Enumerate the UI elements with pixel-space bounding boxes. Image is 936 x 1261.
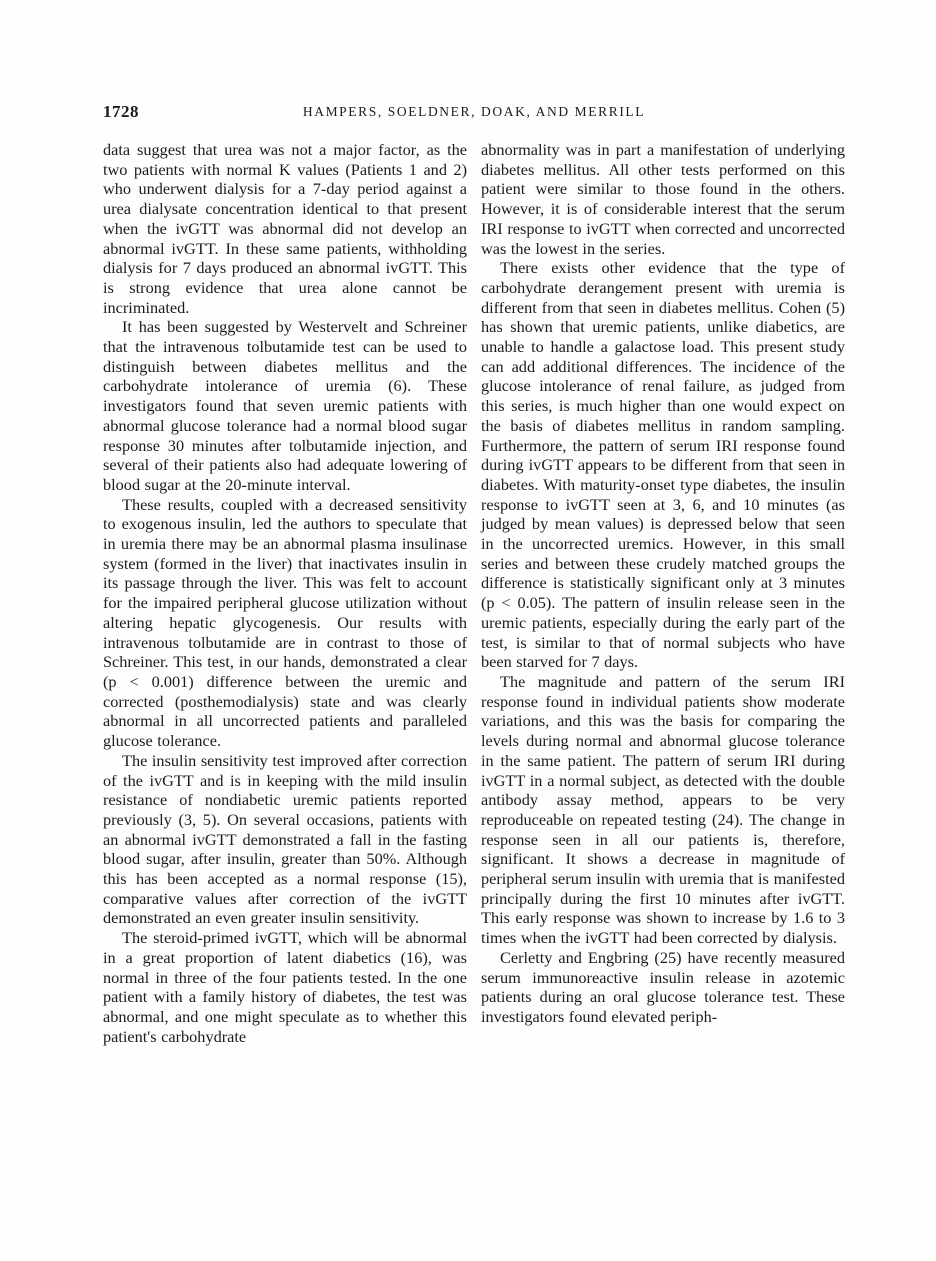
article-body bbox=[103, 140, 845, 1046]
paragraph: data suggest that urea was not a major factor, as the two patients with normal K values (Patients 1 and 2) who underwent dialysis for a 7-day period against a urea dialysate concentration identical to that present when the ivGTT was abnormal did not develop an abnormal ivGTT. In these same patients, withholding dialysis for 7 days produced an abnormal ivGTT. This is strong evidence that urea alone cannot be incriminated. bbox=[103, 140, 467, 317]
paragraph: The steroid-primed ivGTT, which will be abnormal in a great proportion of latent diabetics (16), was normal in three of the four patients tested. In the one patient with a family history of diabetes, the test was abnormal, and one might speculate as to whether this patient's carbohydrate bbox=[103, 928, 467, 1046]
page-number: 1728 bbox=[103, 102, 139, 121]
paragraph: Cerletty and Engbring (25) have recently measured serum immunoreactive insulin release in azotemic patients during an oral glucose tolerance test. These investigators found elevated periph- bbox=[481, 947, 845, 1026]
paragraph: It has been suggested by Westervelt and Schreiner that the intravenous tolbutamide test can be used to distinguish between diabetes mellitus and the carbohydrate intolerance of uremia (6). These investigators found that seven uremic patients with abnormal glucose tolerance had a normal blood sugar response 30 minutes after tolbutamide injection, and several of their patients also had adequate lowering of blood sugar at the 20-minute interval. bbox=[103, 317, 467, 494]
right-column bbox=[481, 140, 845, 1046]
paragraph: These results, coupled with a decreased sensitivity to exogenous insulin, led the authors to speculate that in uremia there may be an abnormal plasma insulinase system (formed in the liver) that inactivates insulin in its passage through the liver. This was felt to account for the impaired peripheral glucose utilization without altering hepatic glycogenesis. Our results with intravenous tolbutamide are in contrast to those of Schreiner. This test, in our hands, demonstrated a clear (p < 0.001) difference between the uremic and corrected (posthemodialysis) state and was clearly abnormal in all uncorrected patients and paralleled glucose tolerance. bbox=[103, 494, 467, 751]
paragraph: The insulin sensitivity test improved after correction of the ivGTT and is in keeping with the mild insulin resistance of nondiabetic uremic patients reported previously (3, 5). On several occasions, patients with an abnormal ivGTT demonstrated a fall in the fasting blood sugar, after insulin, greater than 50%. Although this has been accepted as a normal response (15), comparative values after correction of the ivGTT demonstrated an even greater insulin sensitivity. bbox=[103, 750, 467, 928]
paragraph: The magnitude and pattern of the serum IRI response found in individual patients show moderate variations, and this was the basis for comparing the levels during normal and abnormal glucose tolerance in the same patient. The pattern of serum IRI during ivGTT in a normal subject, as detected with the double antibody assay method, appears to be very reproduceable on repeated testing (24). The change in response seen in all our patients is, therefore, significant. It shows a decrease in magnitude of peripheral serum insulin with uremia that is manifested principally during the first 10 minutes after ivGTT. This early response was shown to increase by 1.6 to 3 times when the ivGTT had been corrected by dialysis. bbox=[481, 671, 845, 948]
page-header bbox=[103, 102, 845, 124]
paragraph: abnormality was in part a manifestation of underlying diabetes mellitus. All other tests performed on this patient were similar to those found in the others. However, it is of considerable interest that the serum IRI response to ivGTT when corrected and uncorrected was the lowest in the series. bbox=[481, 140, 845, 258]
left-column bbox=[103, 140, 467, 1046]
running-head: HAMPERS, SOELDNER, DOAK, AND MERRILL bbox=[302, 104, 646, 119]
paragraph: There exists other evidence that the type of carbohydrate derangement present with uremia is different from that seen in diabetes mellitus. Cohen (5) has shown that uremic patients, unlike diabetics, are unable to handle a galactose load. This present study can add additional differences. The incidence of the glucose intolerance of renal failure, as judged from this series, is much higher than one would expect on the basis of diabetes mellitus in random sampling. Furthermore, the pattern of serum IRI response found during ivGTT appears to be different from that seen in diabetes. With maturity-onset type diabetes, the insulin response to ivGTT seen at 3, 6, and 10 minutes (as judged by mean values) is depressed below that seen in the uncorrected uremics. However, in this small series and between these crudely matched groups the difference is statistically significant only at 3 minutes (p < 0.05). The pattern of insulin release seen in the uremic patients, especially during the early part of the test, is similar to that of normal subjects who have been starved for 7 days. bbox=[481, 258, 845, 672]
